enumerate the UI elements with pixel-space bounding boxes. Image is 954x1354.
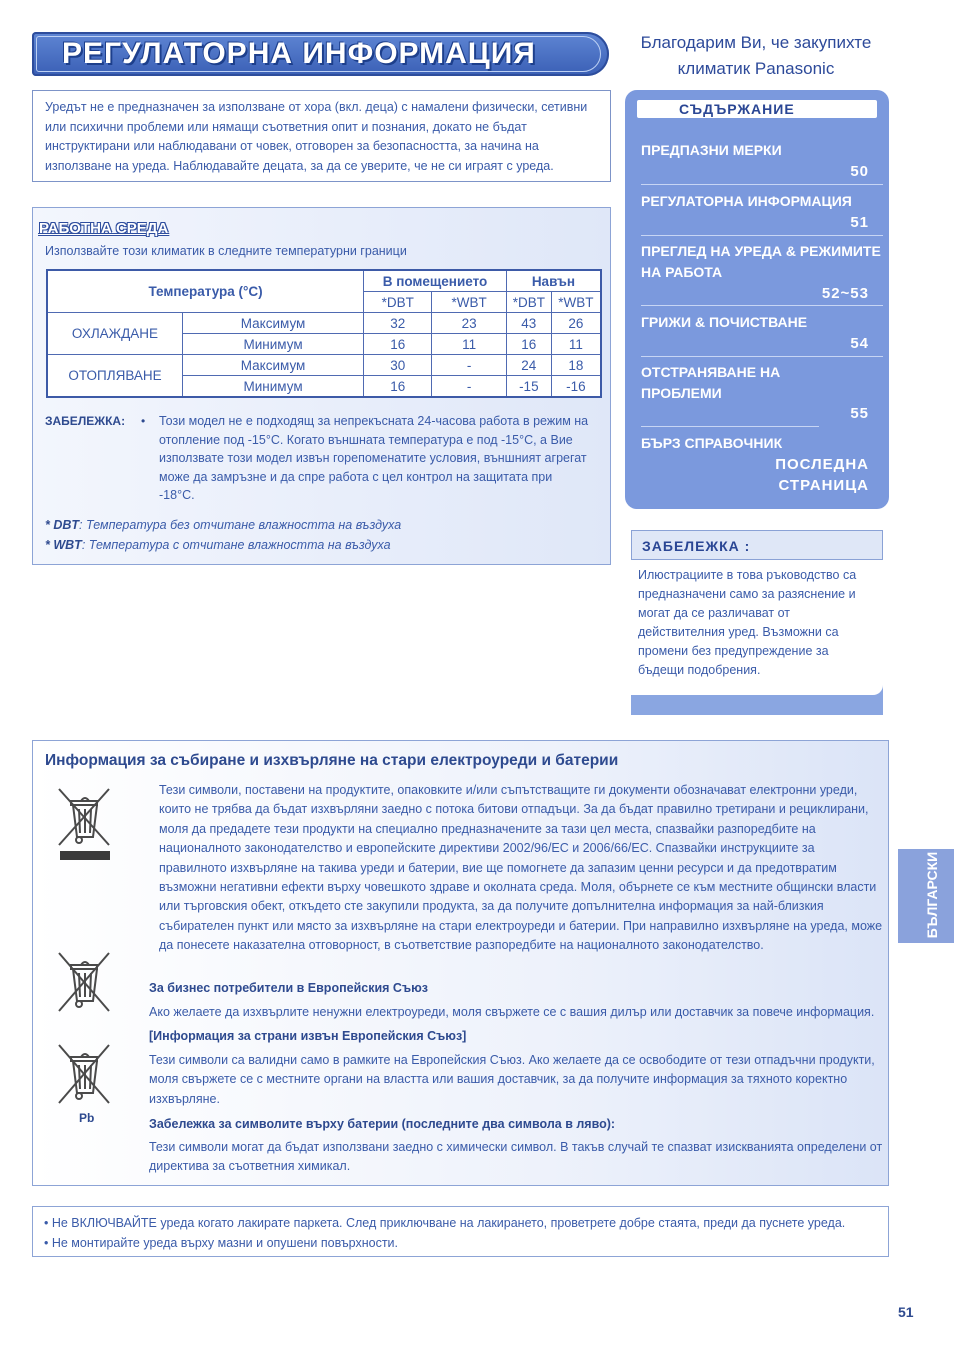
max-label: Максимум bbox=[183, 313, 364, 334]
table-cell: 16 bbox=[506, 334, 551, 355]
table-cell: - bbox=[432, 355, 506, 376]
min-label: Минимум bbox=[183, 334, 364, 355]
table-cell: 18 bbox=[551, 355, 601, 376]
table-cell: 16 bbox=[364, 334, 432, 355]
dbt-footnote bbox=[45, 518, 401, 532]
toc-item-label: ПРЕДПАЗНИ МЕРКИ bbox=[641, 142, 782, 158]
outdoor-header: Навън bbox=[506, 270, 601, 292]
crossed-bin-icon bbox=[55, 951, 115, 1017]
table-cell: -16 bbox=[551, 376, 601, 398]
table-cell: 16 bbox=[364, 376, 432, 398]
toc-item-page: 54 bbox=[850, 335, 869, 352]
indoor-wbt-header: *WBT bbox=[432, 292, 506, 313]
battery-text: Тези символи могат да бъдат използвани заедно с химически символ. В такъв случай те спазват изискванията определени от директива за съответния химикал. bbox=[149, 1140, 883, 1174]
indoor-header: В помещението bbox=[364, 270, 507, 292]
crossed-bin-icon bbox=[55, 785, 115, 865]
non-eu-heading: [Информация за страни извън Европейския Съюз] bbox=[149, 1029, 467, 1043]
table-cell: 43 bbox=[506, 313, 551, 334]
table-cell: 24 bbox=[506, 355, 551, 376]
toc-item-quick-guide-page-wrap bbox=[743, 454, 883, 498]
toc-item-page: ПОСЛЕДНА СТРАНИЦА bbox=[775, 456, 869, 494]
thanks-line-2: климатик Panasonic bbox=[677, 59, 835, 78]
table-cell: 11 bbox=[551, 334, 601, 355]
table-row bbox=[47, 313, 601, 334]
language-tab-label: БЪЛГАРСКИ bbox=[924, 851, 940, 939]
table-cell: 11 bbox=[432, 334, 506, 355]
crossed-bin-battery-icon bbox=[55, 1043, 115, 1109]
language-tab bbox=[898, 847, 954, 943]
note-label: ЗАБЕЛЕЖКА: bbox=[45, 414, 126, 428]
battery-heading: Забележка за символите върху батерии (последните два символа в ляво): bbox=[149, 1117, 616, 1131]
page-number: 51 bbox=[898, 1304, 914, 1320]
toc-item-label: ПРЕГЛЕД НА УРЕДА & РЕЖИМИТЕ НА РАБОТА bbox=[641, 243, 881, 280]
thanks-text bbox=[624, 30, 888, 82]
wbt-footnote bbox=[45, 538, 391, 552]
page-title: РЕГУЛАТОРНА ИНФОРМАЦИЯ bbox=[62, 37, 536, 70]
toc-item-care[interactable] bbox=[641, 312, 883, 357]
toc-item-regulatory[interactable] bbox=[641, 191, 883, 236]
wbt-key: * WBT bbox=[45, 538, 82, 552]
toc-item-label: БЪРЗ СПРАВОЧНИК bbox=[641, 435, 783, 451]
note-box-text: Илюстрациите в това ръководство са предназначени само за разяснение и могат да се различават от действителния уред. Възможни са промени без предупреждение за бъдещи подобрения. bbox=[638, 568, 857, 677]
min-label: Минимум bbox=[183, 376, 364, 398]
table-cell: -15 bbox=[506, 376, 551, 398]
note-box bbox=[631, 560, 883, 715]
toc-item-page: 55 bbox=[850, 405, 869, 422]
note-box-header-label: ЗАБЕЛЕЖКА : bbox=[642, 538, 751, 554]
toc-item-overview[interactable] bbox=[641, 241, 883, 306]
bottom-notes-box bbox=[32, 1206, 889, 1257]
max-label: Максимум bbox=[183, 355, 364, 376]
toc-item-label: РЕГУЛАТОРНА ИНФОРМАЦИЯ bbox=[641, 193, 852, 209]
toc-item-page: 52~53 bbox=[821, 285, 869, 302]
safety-warning-box: Уредът не е предназначен за използване от хора (вкл. деца) с намалени физически, сетивни или психични проблеми или нямащи съответния опит и познания, докато не бъдат инструктирани или наблюдавани от човек, отговорен за безопасността, за начина на използване на уреда. Наблюдавайте децата, за да се уверите, че не си играят с уреда. bbox=[32, 90, 611, 182]
bottom-note-2: • Не монтирайте уреда върху мазни и опушени повърхности. bbox=[44, 1235, 398, 1250]
toc-item-safety[interactable] bbox=[641, 140, 883, 185]
non-eu-text: Тези символи са валидни само в рамките на Европейския Съюз. Ако желаете да се освободите от тези отпадъчни продукти, моля свържете се с местните органи на властта или вашия доставчик, за да получите информация за тяхното коректно изхвърляне. bbox=[149, 1053, 875, 1106]
wbt-description: : Температура с отчитане влажността на въздуха bbox=[81, 538, 391, 552]
dbt-key: * DBT bbox=[45, 518, 80, 532]
temp-header: Температура (°C) bbox=[47, 270, 364, 313]
note-bullet: • bbox=[141, 414, 146, 428]
weee-heading: Информация за събиране и изхвърляне на стари електроуреди и батерии bbox=[45, 752, 619, 769]
page-title-banner bbox=[32, 32, 609, 76]
table-cell: - bbox=[432, 376, 506, 398]
weee-intro-text: Тези символи, поставени на продуктите, опаковките и/или съпътстващите ги документи обозначават електронни уреди, които не трябва да бъдат изхвърляни заедно с потока битови отпадъци. За да бъдат правилно третирани и рециклирани, моля да предадете тези продукти на специално предназначените за тази цел места, спазвайки разпоредбите на националното законодателство и европейските директиви 2002/96/EC и 2006/66/EC. Спазвайки инструкциите за правилното изхвърляне на такива уреди и батерии, вие ще помогнете да запазим ценни ресурси и да предотвратим възможни негативни ефекти върху човешкото здраве и околната среда. Моля, обърнете се към местните общински власти или търговския обект, откъдето сте закупили продукта, за да получите допълнителна информация за най-близкия събирателен пункт или място за изхвърляне на стари електроуреди и батерии. При направилно изхвърляне на уреда, може да понесете наказателна отговорност, в съответствие разпоредбите на националното законодателство. bbox=[159, 783, 883, 953]
thanks-line-1: Благодарим Ви, че закупихте bbox=[640, 33, 872, 52]
cooling-label: ОХЛАЖДАНЕ bbox=[47, 313, 183, 355]
outdoor-wbt-header: *WBT bbox=[551, 292, 601, 313]
toc-header bbox=[637, 100, 877, 118]
indoor-dbt-header: *DBT bbox=[364, 292, 432, 313]
heating-label: ОТОПЛЯВАНЕ bbox=[47, 355, 183, 398]
toc-item-troubleshooting-page bbox=[819, 403, 883, 427]
business-text: Ако желаете да изхвърлите ненужни електроуреди, моля свържете се с вашия дилър или доставчик за повече информация. bbox=[149, 1005, 875, 1019]
toc-item-label: ОТСТРАНЯВАНЕ НА ПРОБЛЕМИ bbox=[641, 364, 781, 401]
table-cell: 30 bbox=[364, 355, 432, 376]
bottom-note-1: • Не ВКЛЮЧВАЙТЕ уреда когато лакирате паркета. След приключване на лакирането, проветрете добре стаята, преди да пуснете уреда. bbox=[44, 1216, 846, 1230]
toc-header-label: СЪДЪРЖАНИЕ bbox=[679, 101, 795, 117]
note-box-header bbox=[631, 530, 883, 560]
outdoor-dbt-header: *DBT bbox=[506, 292, 551, 313]
operating-environment-section bbox=[32, 207, 611, 565]
table-of-contents bbox=[625, 90, 889, 509]
dbt-description: : Температура без отчитане влажността на въздуха bbox=[79, 518, 402, 532]
toc-item-label: ГРИЖИ & ПОЧИСТВАНЕ bbox=[641, 314, 808, 330]
operating-environment-subtitle: Използвайте този климатик в следните температурни граници bbox=[45, 244, 407, 258]
table-cell: 23 bbox=[432, 313, 506, 334]
toc-item-troubleshooting[interactable] bbox=[641, 362, 819, 427]
note-text: Този модел не е подходящ за непрекъсната 24-часова работа в режим на отопление под -15°C. Когато външната температура е под -15°C, а Вие използвате този модел извън горепоменатите условия, външният агрегат може да замръзне и да спре работа с цел контрол на защитата при -18°C. bbox=[159, 414, 589, 502]
table-cell: 32 bbox=[364, 313, 432, 334]
operating-environment-heading: РАБОТНА СРЕДА bbox=[39, 220, 169, 237]
toc-item-page: 50 bbox=[850, 163, 869, 180]
weee-section bbox=[32, 740, 889, 1186]
table-cell: 26 bbox=[551, 313, 601, 334]
temperature-table bbox=[46, 269, 602, 398]
toc-item-page: 51 bbox=[850, 214, 869, 231]
table-row bbox=[47, 355, 601, 376]
business-heading: За бизнес потребители в Европейския Съюз bbox=[149, 981, 428, 995]
pb-label: Pb bbox=[79, 1111, 95, 1125]
